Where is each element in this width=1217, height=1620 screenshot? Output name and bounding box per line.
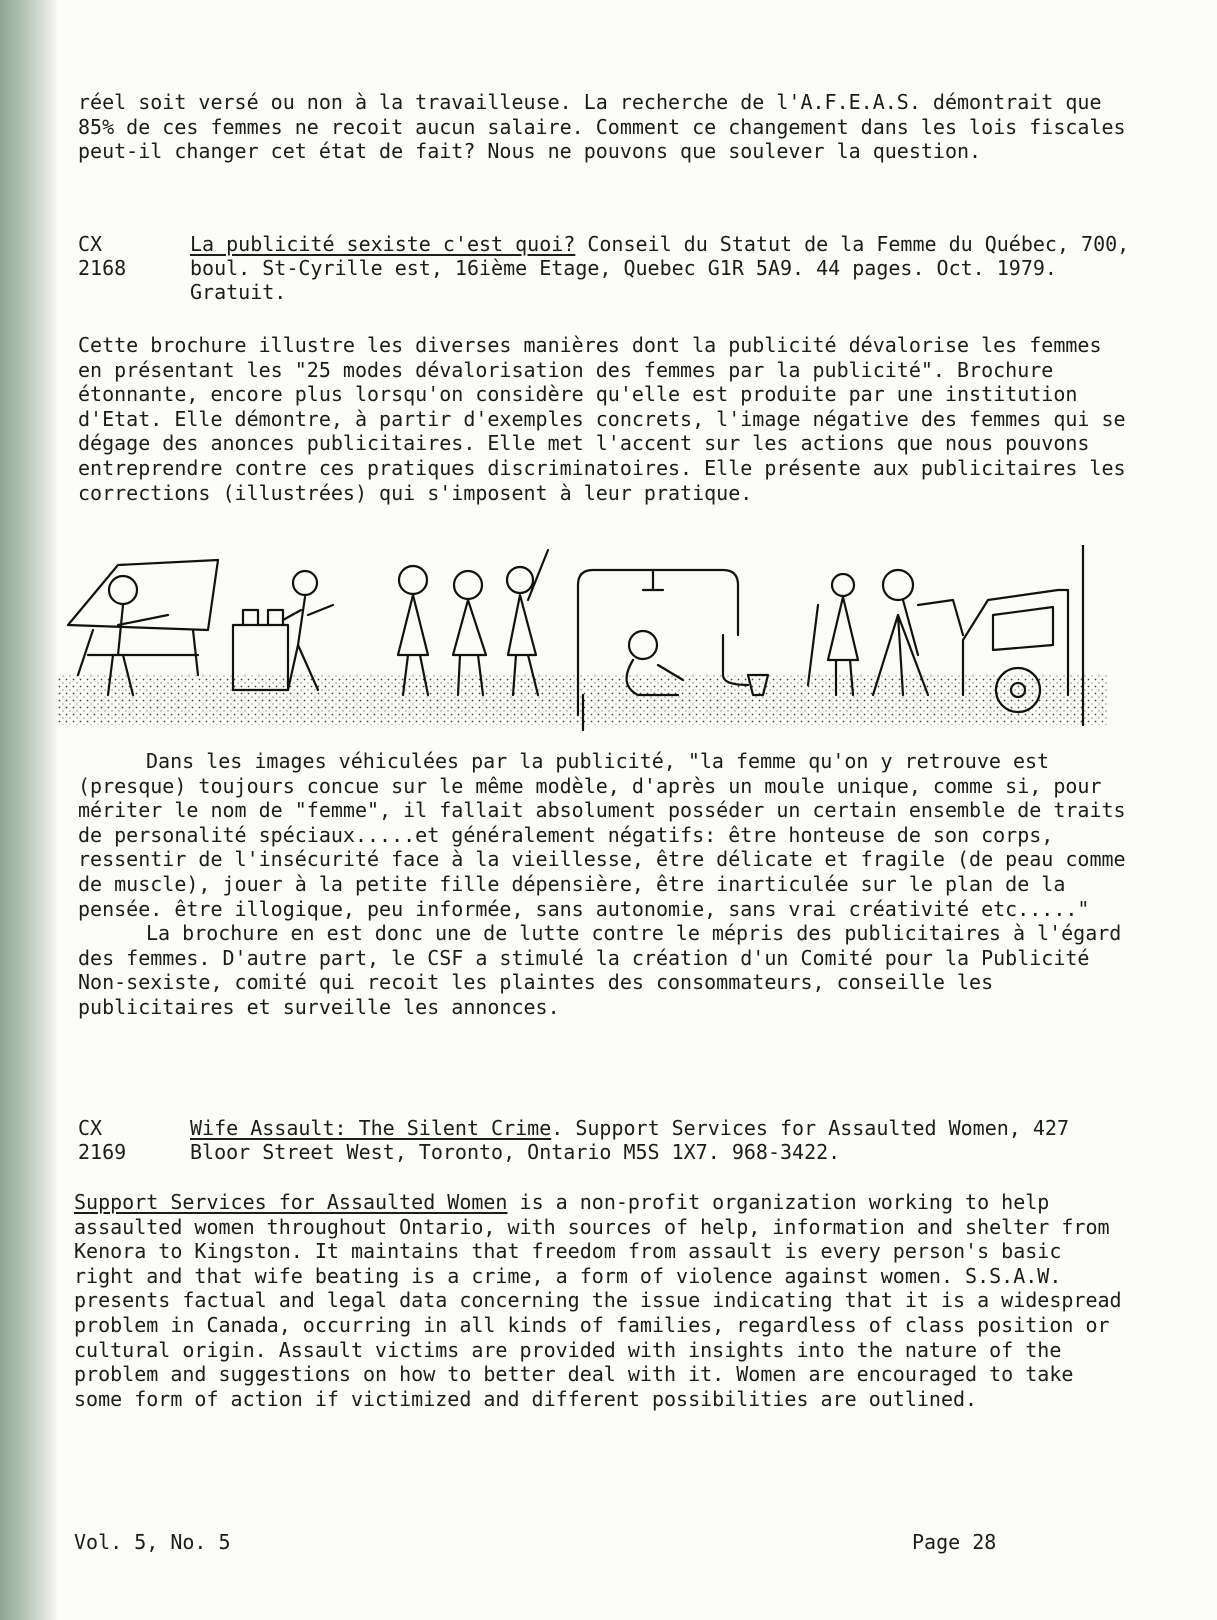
code-prefix: CX <box>78 232 103 256</box>
closing-paragraph: La brochure en est donc une de lutte contre le mépris des publicitaires à l'égard des femmes. D'autre part, le CSF a stimulé la création d'un Comité pour la Publicité Non-sexiste, comité qui recoit les plaintes des consommateurs, conseille les publicitaires et surveille les annonces. <box>78 921 1134 1019</box>
binding-edge <box>0 0 58 1620</box>
organization-name: Support Services for Assaulted Women <box>74 1190 508 1214</box>
code-prefix: CX <box>78 1116 103 1140</box>
page-number: Page 28 <box>912 1530 997 1554</box>
entry-citation <box>190 232 1140 304</box>
continuation-paragraph <box>78 90 1138 164</box>
citation-details: Conseil du Statut de la Femme du Québec, 700, boul. St-Cyrille est, 16ième Etage, Quebec G1R 5A9. 44 pages. Oct. 1979. Gratuit. <box>190 232 1130 304</box>
code-number: 2169 <box>78 1140 127 1164</box>
quote-paragraph: Dans les images véhiculées par la publicité, "la femme qu'on y retrouve est (presque) toujours concue sur le même modèle, d'après un moule unique, comme si, pour mériter le nom de "femme", il fallait absolument posséder un certain ensemble de traits de personalité spéciaux.....et généralement négatifs: être honteuse de son corps, ressentir de l'insécurité face à la vieillesse, être délicate et fragile (de peau comme de muscle), jouer à la petite fille dépensière, être inarticulée sur le plan de la pensée. être illogique, peu informée, sans autonomie, sans vrai créativité etc....." <box>78 749 1138 921</box>
code-number: 2168 <box>78 256 127 280</box>
description-paragraph: Cette brochure illustre les diverses manières dont la publicité dévalorise les femmes en présentant les "25 modes dévalorisation des femmes par la publicité". Brochure étonnante, encore plus lorsqu'on considère qu'elle est produite par une institution d'Etat. Elle démontre, à partir d'exemples concrets, l'image négative des femmes qui se dégage des anonces publicitaires. Elle met l'accent sur les actions que nous pouvons entreprendre contre ces pratiques discriminatoires. Elle présente aux publicitaires les corrections (illustrées) qui s'imposent à leur pratique. <box>78 333 1138 505</box>
entry-title: Wife Assault: The Silent Crime <box>190 1116 552 1140</box>
volume-number: Vol. 5, No. 5 <box>74 1530 231 1554</box>
sexist-advertising-illustration <box>58 545 1138 745</box>
entry-2168-quote <box>78 749 1138 1020</box>
entry-code <box>78 1116 168 1164</box>
description-paragraph <box>74 1190 1134 1411</box>
entry-code <box>78 232 168 280</box>
entry-title: La publicité sexiste c'est quoi? <box>190 232 576 256</box>
entry-citation <box>190 1116 1140 1164</box>
entry-2169-description <box>74 1190 1134 1411</box>
entry-2168-description <box>78 333 1138 505</box>
citation-details: . Support Services for Assaulted Women, 427 Bloor Street West, Toronto, Ontario M5S 1X7. 968-3422. <box>190 1116 1069 1164</box>
description-text: is a non-profit organization working to help assaulted women throughout Ontario, with sources of help, information and shelter from Kenora to Kingston. It maintains that freedom from assault is every person's basic right and that wife beating is a crime, a form of violence against women. S.S.A.W. presents factual and legal data concerning the issue indicating that it is a widespread problem in Canada, occurring in all kinds of families, regardless of class position or cultural origin. Assault victims are provided with insights into the nature of the problem and suggestions on how to better deal with it. Women are encouraged to take some form of action if victimized and different possibilities are outlined. <box>74 1190 1134 1411</box>
paragraph-text: réel soit versé ou non à la travailleuse. La recherche de l'A.F.E.A.S. démontrait que 85% de ces femmes ne recoit aucun salaire. Comment ce changement dans les lois fiscales peut-il changer cet état de fait? Nous ne pouvons que soulever la question. <box>78 90 1138 164</box>
